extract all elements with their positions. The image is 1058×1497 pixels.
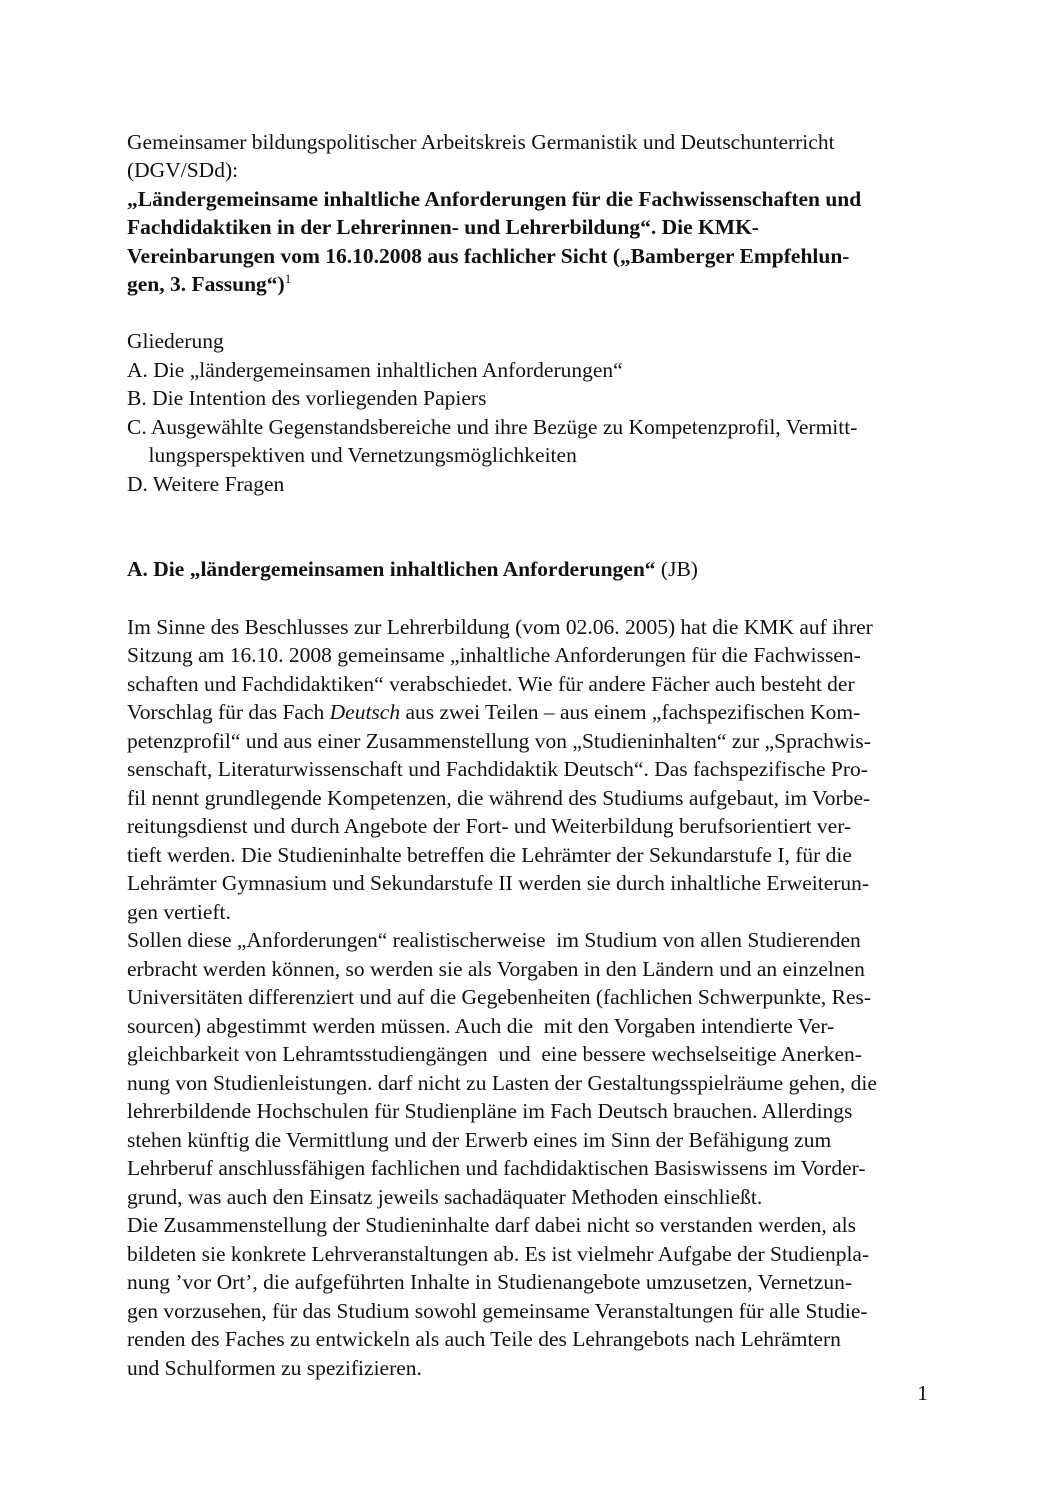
p3-line-1: Die Zusammenstellung der Studieninhalte darf dabei nicht so verstanden werden, als bbox=[127, 1213, 856, 1237]
title-line-4-text: gen, 3. Fassung“) bbox=[127, 272, 285, 296]
outline-heading: Gliederung bbox=[127, 329, 224, 353]
p3-line-2: bildeten sie konkrete Lehrveranstaltungen ab. Es ist vielmehr Aufgabe der Studienpla- bbox=[127, 1242, 870, 1266]
p1-line-10: Lehrämter Gymnasium und Sekundarstufe II werden sie durch inhaltliche Erweiterun- bbox=[127, 871, 870, 895]
p1-line-1: Im Sinne des Beschlusses zur Lehrerbildung (vom 02.06. 2005) hat die KMK auf ihrer bbox=[127, 615, 873, 639]
intro-line-1: Gemeinsamer bildungspolitischer Arbeitskreis Germanistik und Deutschunterricht bbox=[127, 130, 835, 154]
p2-line-9: Lehrberuf anschlussfähigen fachlichen und fachdidaktischen Basiswissens im Vorder- bbox=[127, 1156, 866, 1180]
title-line-3: Vereinbarungen vom 16.10.2008 aus fachlicher Sicht („Bamberger Empfehlun- bbox=[127, 244, 850, 268]
p1-line-3: schaften und Fachdidaktiken“ verabschiedet. Wie für andere Fächer auch besteht der bbox=[127, 672, 855, 696]
p2-line-1: Sollen diese „Anforderungen“ realistischerweise im Studium von allen Studierenden bbox=[127, 928, 861, 952]
p2-line-6: nung von Studienleistungen. darf nicht zu Lasten der Gestaltungsspielräume gehen, die bbox=[127, 1071, 877, 1095]
p2-line-3: Universitäten differenziert und auf die Gegebenheiten (fachlichen Schwerpunkte, Res- bbox=[127, 985, 872, 1009]
section-a-heading-text: A. Die „ländergemeinsamen inhaltlichen Anforderungen“ bbox=[127, 557, 656, 581]
p2-line-4: sourcen) abgestimmt werden müssen. Auch die mit den Vorgaben intendierte Ver- bbox=[127, 1014, 835, 1038]
outline-item-c-cont: lungsperspektiven und Vernetzungsmöglichkeiten bbox=[127, 443, 577, 467]
outline-item-c: C. Ausgewählte Gegenstandsbereiche und ihre Bezüge zu Kompetenzprofil, Vermitt- bbox=[127, 415, 858, 439]
p1-line-7: fil nennt grundlegende Kompetenzen, die während des Studiums aufgebaut, im Vorbe- bbox=[127, 786, 871, 810]
section-a-heading-suffix: (JB) bbox=[655, 557, 698, 581]
p1-line-5: petenzprofil“ und aus einer Zusammenstellung von „Studieninhalten“ zur „Sprachwis- bbox=[127, 729, 871, 753]
outline-item-d: D. Weitere Fragen bbox=[127, 472, 285, 496]
outline-item-a: A. Die „ländergemeinsamen inhaltlichen Anforderungen“ bbox=[127, 358, 623, 382]
p2-line-7: lehrerbildende Hochschulen für Studienpläne im Fach Deutsch brauchen. Allerdings bbox=[127, 1099, 853, 1123]
p1-line-2: Sitzung am 16.10. 2008 gemeinsame „inhaltliche Anforderungen für die Fachwissen- bbox=[127, 643, 861, 667]
p1-line-6: senschaft, Literaturwissenschaft und Fachdidaktik Deutsch“. Das fachspezifische Pro- bbox=[127, 757, 868, 781]
p2-line-5: gleichbarkeit von Lehramtsstudiengängen und eine bessere wechselseitige Anerken- bbox=[127, 1042, 862, 1066]
p3-line-6: und Schulformen zu spezifizieren. bbox=[127, 1356, 422, 1380]
footnote-marker: 1 bbox=[284, 270, 292, 286]
p2-line-10: grund, was auch den Einsatz jeweils sachadäquater Methoden einschließt. bbox=[127, 1185, 763, 1209]
title-line-4 bbox=[127, 270, 291, 299]
title-line-1: „Ländergemeinsame inhaltliche Anforderungen für die Fachwissenschaften und bbox=[127, 187, 862, 211]
p2-line-2: erbracht werden können, so werden sie als Vorgaben in den Ländern und an einzelnen bbox=[127, 957, 865, 981]
outline-item-b: B. Die Intention des vorliegenden Papiers bbox=[127, 386, 487, 410]
p1-line-9: tieft werden. Die Studieninhalte betreffen die Lehrämter der Sekundarstufe I, für die bbox=[127, 843, 852, 867]
p1-line-4 bbox=[127, 698, 860, 727]
title-line-2: Fachdidaktiken in der Lehrerinnen- und Lehrerbildung“. Die KMK- bbox=[127, 215, 759, 239]
section-a-heading bbox=[127, 555, 698, 584]
page-number: 1 bbox=[917, 1381, 928, 1405]
p1-line-4-em: Deutsch bbox=[329, 700, 401, 724]
p1-line-8: reitungsdienst und durch Angebote der Fort- und Weiterbildung berufsorientiert ver- bbox=[127, 814, 852, 838]
p3-line-3: nung ’vor Ort’, die aufgeführten Inhalte in Studienangebote umzusetzen, Vernetzun- bbox=[127, 1270, 852, 1294]
p3-line-5: renden des Faches zu entwickeln als auch Teile des Lehrangebots nach Lehrämtern bbox=[127, 1327, 841, 1351]
p1-line-11: gen vertieft. bbox=[127, 900, 231, 924]
p3-line-4: gen vorzusehen, für das Studium sowohl gemeinsame Veranstaltungen für alle Studie- bbox=[127, 1299, 868, 1323]
p2-line-8: stehen künftig die Vermittlung und der Erwerb eines im Sinn der Befähigung zum bbox=[127, 1128, 832, 1152]
p1-line-4-post: aus zwei Teilen – aus einem „fachspezifischen Kom- bbox=[400, 700, 861, 724]
p1-line-4-pre: Vorschlag für das Fach bbox=[127, 700, 330, 724]
intro-line-2: (DGV/SDd): bbox=[127, 158, 239, 182]
